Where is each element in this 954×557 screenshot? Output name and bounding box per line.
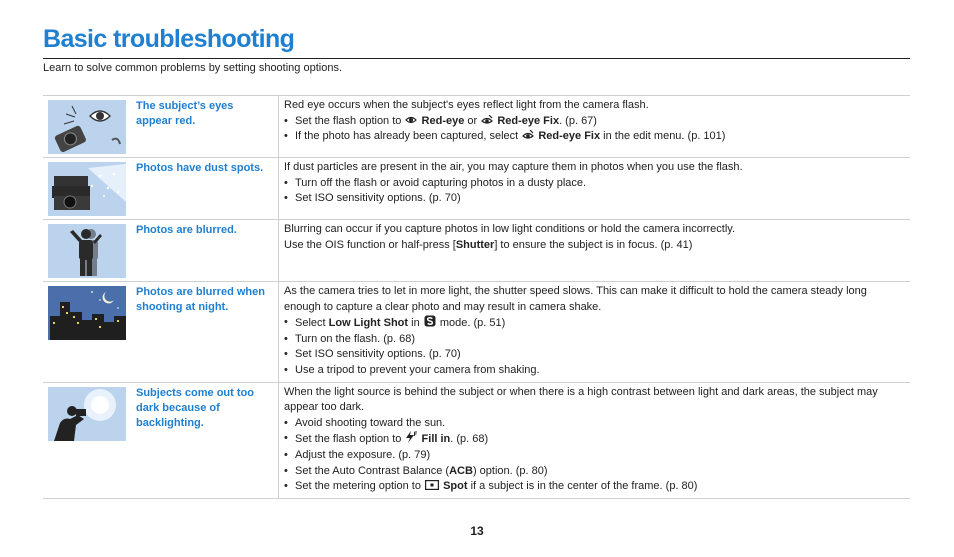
list-item: • If the photo has already been captured, select Red-eye Fix in the edit menu. (p. 101) bbox=[284, 130, 726, 143]
night-city-illustration bbox=[48, 286, 126, 340]
table-row bbox=[43, 382, 910, 498]
list-item: • Set the flash option to Red-eye or Red-eye Fix. (p. 67) bbox=[284, 114, 597, 127]
smart-mode-icon bbox=[424, 315, 436, 327]
problem-title: Photos are blurred when shooting at night. bbox=[136, 286, 265, 313]
list-item: • Use a tripod to prevent your camera from shaking. bbox=[284, 363, 540, 376]
red-eye-icon bbox=[405, 115, 417, 125]
solution-description: When the light source is behind the subject or when there is a high contrast between light and dark areas, the subject may appear too dark. bbox=[284, 385, 878, 414]
red-eye-fix-icon bbox=[481, 115, 493, 125]
list-item: • Set the metering option to Spot if a subject is in the center of the frame. (p. 80) bbox=[284, 480, 698, 493]
problem-title: Subjects come out too dark because of backlighting. bbox=[136, 386, 254, 429]
list-item: • Adjust the exposure. (p. 79) bbox=[284, 448, 431, 461]
eye-flash-camera-illustration bbox=[48, 100, 126, 154]
list-item: • Turn on the flash. (p. 68) bbox=[284, 332, 416, 345]
problem-title: The subject’s eyes appear red. bbox=[136, 100, 234, 127]
solution-description: Red eye occurs when the subject's eyes reflect light from the camera flash. bbox=[284, 99, 649, 111]
page-number: 13 bbox=[470, 524, 484, 538]
table-row bbox=[43, 158, 910, 220]
intro-text: Learn to solve common problems by setting shooting options. bbox=[43, 62, 342, 74]
blurry-person-illustration bbox=[48, 224, 126, 278]
list-item: • Set the flash option to Fill in. (p. 68) bbox=[284, 432, 489, 446]
problem-title: Photos are blurred. bbox=[136, 224, 237, 236]
title-rule bbox=[43, 58, 910, 59]
dusty-camera-flash-illustration bbox=[48, 162, 126, 216]
solution-description: Use the OIS function or half-press [Shutter] to ensure the subject is in focus. (p. 41) bbox=[284, 238, 693, 251]
solution-description: If dust particles are present in the air, you may capture them in photos when you use the flash. bbox=[284, 161, 743, 173]
list-item: • Set the Auto Contrast Balance (ACB) option. (p. 80) bbox=[284, 464, 548, 477]
list-item: • Avoid shooting toward the sun. bbox=[284, 416, 446, 429]
list-item: • Select Low Light Shot in mode. (p. 51) bbox=[284, 316, 506, 330]
problem-title: Photos have dust spots. bbox=[136, 162, 264, 174]
troubleshooting-table bbox=[43, 95, 910, 499]
page-title: Basic troubleshooting bbox=[43, 25, 295, 53]
red-eye-fix-icon bbox=[522, 130, 534, 140]
list-item: • Set ISO sensitivity options. (p. 70) bbox=[284, 192, 461, 205]
table-row bbox=[43, 282, 910, 383]
backlit-photographer-illustration bbox=[48, 387, 126, 441]
solution-description: Blurring can occur if you capture photos in low light conditions or hold the camera incorrectly. bbox=[284, 223, 736, 235]
solution-description: As the camera tries to let in more light, the shutter speed slows. This can make it difficult to hold the camera steady long enough to capture a clear photo and may result in camera shake. bbox=[284, 285, 867, 313]
list-item: • Turn off the flash or avoid capturing photos in a dusty place. bbox=[284, 176, 587, 189]
list-item: • Set ISO sensitivity options. (p. 70) bbox=[284, 348, 461, 361]
table-row bbox=[43, 96, 910, 158]
fill-in-flash-icon bbox=[405, 431, 417, 443]
spot-metering-icon bbox=[425, 480, 439, 490]
table-row bbox=[43, 220, 910, 282]
